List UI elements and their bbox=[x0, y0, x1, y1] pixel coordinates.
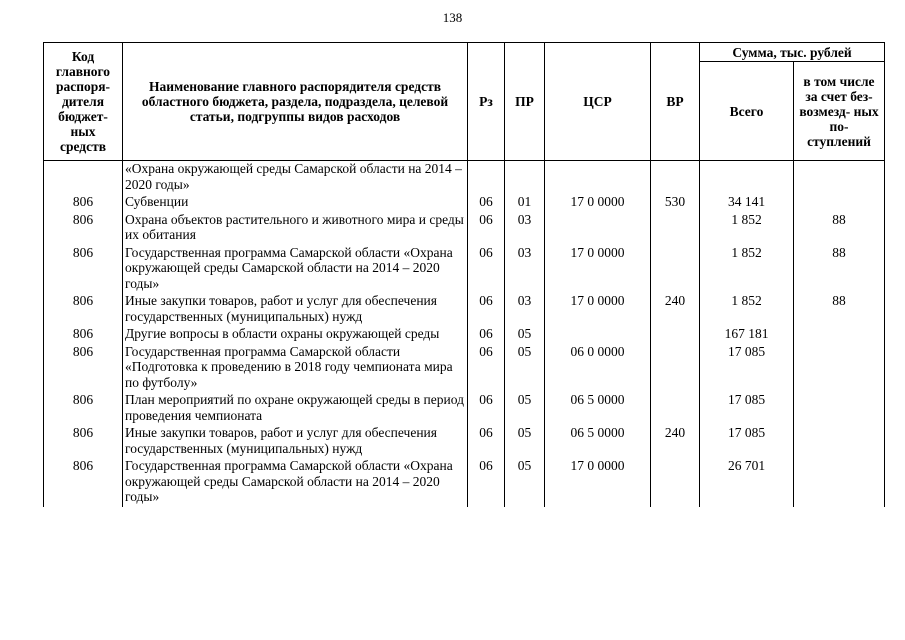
cell-gratis bbox=[794, 326, 885, 344]
cell-code: 806 bbox=[44, 212, 123, 245]
cell-gratis: 88 bbox=[794, 212, 885, 245]
cell-name: Государственная программа Самарской области «Подготовка к проведению в 2018 году чемпионата мира по футболу» bbox=[123, 344, 468, 393]
cell-vr bbox=[651, 212, 700, 245]
table-row bbox=[44, 458, 885, 507]
cell-code: 806 bbox=[44, 425, 123, 458]
cell-rz: 06 bbox=[468, 293, 505, 326]
cell-vr: 240 bbox=[651, 425, 700, 458]
cell-csr: 17 0 0000 bbox=[545, 293, 651, 326]
cell-total: 17 085 bbox=[700, 392, 794, 425]
cell-code: 806 bbox=[44, 194, 123, 212]
cell-csr: 06 0 0000 bbox=[545, 344, 651, 393]
header-pr: ПР bbox=[505, 43, 545, 161]
cell-total: 1 852 bbox=[700, 293, 794, 326]
cell-code: 806 bbox=[44, 392, 123, 425]
cell-pr: 05 bbox=[505, 326, 545, 344]
cell-name: Другие вопросы в области охраны окружающей среды bbox=[123, 326, 468, 344]
cell-name: Иные закупки товаров, работ и услуг для обеспечения государственных (муниципальных) нужд bbox=[123, 425, 468, 458]
cell-csr: 17 0 0000 bbox=[545, 458, 651, 507]
cell-rz: 06 bbox=[468, 458, 505, 507]
cell-total: 167 181 bbox=[700, 326, 794, 344]
header-code: Код главного распоря- дителя бюджет- ных средств bbox=[44, 43, 123, 161]
cell-total: 17 085 bbox=[700, 344, 794, 393]
table-row bbox=[44, 194, 885, 212]
cell-rz: 06 bbox=[468, 326, 505, 344]
cell-pr: 05 bbox=[505, 425, 545, 458]
cell-rz: 06 bbox=[468, 392, 505, 425]
cell-total: 1 852 bbox=[700, 245, 794, 294]
cell-total: 34 141 bbox=[700, 194, 794, 212]
cell-csr: 17 0 0000 bbox=[545, 194, 651, 212]
cell-code: 806 bbox=[44, 293, 123, 326]
header-total: Всего bbox=[700, 62, 794, 161]
header-sum-group: Сумма, тыс. рублей bbox=[700, 43, 885, 62]
cell-csr: 06 5 0000 bbox=[545, 392, 651, 425]
cell-total: 1 852 bbox=[700, 212, 794, 245]
table-row bbox=[44, 326, 885, 344]
cell-pr: 03 bbox=[505, 245, 545, 294]
cell-rz: 06 bbox=[468, 194, 505, 212]
table-row bbox=[44, 212, 885, 245]
cell-vr bbox=[651, 161, 700, 195]
cell-pr: 05 bbox=[505, 458, 545, 507]
cell-name: «Охрана окружающей среды Самарской области на 2014 – 2020 годы» bbox=[123, 161, 468, 195]
budget-table bbox=[43, 42, 885, 507]
cell-csr: 06 5 0000 bbox=[545, 425, 651, 458]
cell-rz: 06 bbox=[468, 344, 505, 393]
cell-name: Охрана объектов растительного и животного мира и среды их обитания bbox=[123, 212, 468, 245]
cell-pr: 05 bbox=[505, 344, 545, 393]
cell-code: 806 bbox=[44, 326, 123, 344]
cell-gratis: 88 bbox=[794, 293, 885, 326]
cell-total bbox=[700, 161, 794, 195]
cell-vr bbox=[651, 392, 700, 425]
cell-vr: 240 bbox=[651, 293, 700, 326]
cell-name: Государственная программа Самарской области «Охрана окружающей среды Самарской области на 2014 – 2020 годы» bbox=[123, 245, 468, 294]
cell-csr: 17 0 0000 bbox=[545, 245, 651, 294]
cell-vr: 530 bbox=[651, 194, 700, 212]
cell-pr: 03 bbox=[505, 212, 545, 245]
header-name: Наименование главного распорядителя средств областного бюджета, раздела, подраздела, целевой статьи, подгруппы видов расходов bbox=[123, 43, 468, 161]
table-body bbox=[44, 161, 885, 507]
table-row bbox=[44, 425, 885, 458]
cell-code: 806 bbox=[44, 245, 123, 294]
cell-name: План мероприятий по охране окружающей среды в период проведения чемпионата bbox=[123, 392, 468, 425]
cell-pr: 05 bbox=[505, 392, 545, 425]
cell-code: 806 bbox=[44, 344, 123, 393]
cell-code bbox=[44, 161, 123, 195]
header-csr: ЦСР bbox=[545, 43, 651, 161]
cell-csr bbox=[545, 326, 651, 344]
cell-csr bbox=[545, 212, 651, 245]
table-row bbox=[44, 161, 885, 195]
header-rz: Рз bbox=[468, 43, 505, 161]
cell-pr: 03 bbox=[505, 293, 545, 326]
cell-name: Государственная программа Самарской области «Охрана окружающей среды Самарской области на 2014 – 2020 годы» bbox=[123, 458, 468, 507]
table-row bbox=[44, 245, 885, 294]
cell-rz: 06 bbox=[468, 212, 505, 245]
cell-rz: 06 bbox=[468, 245, 505, 294]
cell-gratis bbox=[794, 344, 885, 393]
cell-name: Иные закупки товаров, работ и услуг для обеспечения государственных (муниципальных) нужд bbox=[123, 293, 468, 326]
cell-gratis: 88 bbox=[794, 245, 885, 294]
cell-vr bbox=[651, 245, 700, 294]
table-row bbox=[44, 392, 885, 425]
cell-total: 17 085 bbox=[700, 425, 794, 458]
cell-pr bbox=[505, 161, 545, 195]
cell-vr bbox=[651, 458, 700, 507]
header-gratis: в том числе за счет без- возмезд- ных по- ступлений bbox=[794, 62, 885, 161]
cell-gratis bbox=[794, 161, 885, 195]
cell-name: Субвенции bbox=[123, 194, 468, 212]
cell-gratis bbox=[794, 392, 885, 425]
cell-pr: 01 bbox=[505, 194, 545, 212]
cell-gratis bbox=[794, 194, 885, 212]
cell-gratis bbox=[794, 425, 885, 458]
header-vr: ВР bbox=[651, 43, 700, 161]
cell-gratis bbox=[794, 458, 885, 507]
cell-vr bbox=[651, 326, 700, 344]
table-header bbox=[44, 43, 885, 161]
table-row bbox=[44, 293, 885, 326]
cell-csr bbox=[545, 161, 651, 195]
cell-rz: 06 bbox=[468, 425, 505, 458]
table-row bbox=[44, 344, 885, 393]
cell-total: 26 701 bbox=[700, 458, 794, 507]
cell-vr bbox=[651, 344, 700, 393]
page-number: 138 bbox=[442, 10, 463, 25]
cell-rz bbox=[468, 161, 505, 195]
cell-code: 806 bbox=[44, 458, 123, 507]
